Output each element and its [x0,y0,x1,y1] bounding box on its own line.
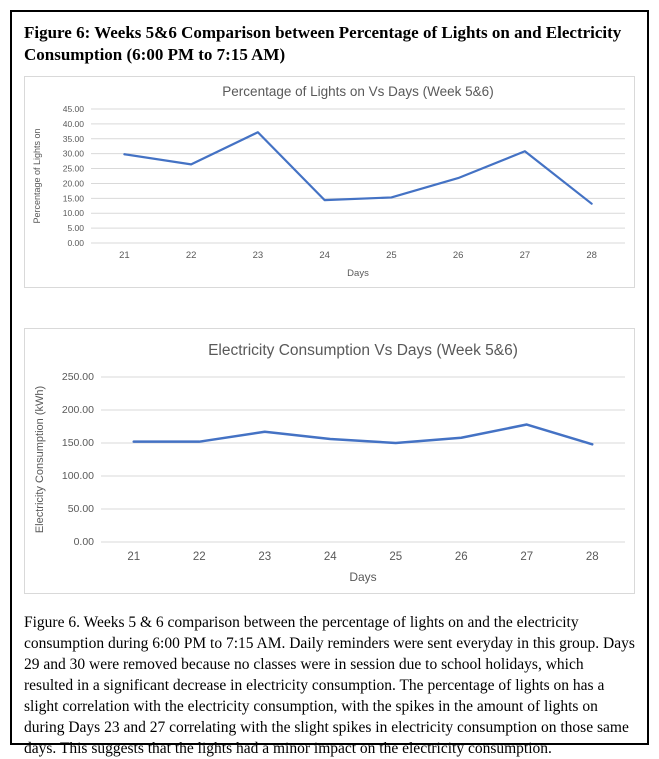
lights-chart-panel [24,76,635,288]
x-tick-label: 28 [586,250,597,261]
y-tick-label: 150.00 [61,437,94,449]
y-tick-label: 10.00 [62,208,84,219]
y-tick-label: 45.00 [62,104,84,114]
x-tick-label: 22 [185,250,197,261]
x-tick-label: 23 [252,250,264,261]
x-axis-title: Days [349,570,377,584]
y-tick-label: 30.00 [62,148,84,159]
y-tick-label: 250.00 [61,371,94,383]
y-tick-label: 25.00 [62,163,84,174]
y-axis-title: Electricity Consumption (kWh) [34,385,46,534]
y-tick-label: 50.00 [67,503,94,515]
x-tick-label: 24 [323,551,337,563]
chart-title: Electricity Consumption Vs Days (Week 5&6) [208,342,518,359]
x-tick-label: 21 [127,551,141,563]
x-tick-label: 26 [452,250,464,261]
y-tick-label: 40.00 [62,118,84,129]
x-tick-label: 21 [119,250,130,261]
y-tick-label: 100.00 [61,470,94,482]
figure-container [10,10,649,757]
y-tick-label: 5.00 [67,223,84,234]
y-tick-label: 0.00 [73,536,94,548]
x-tick-label: 27 [520,551,534,563]
x-tick-label: 28 [585,551,599,563]
y-tick-label: 35.00 [62,133,84,144]
x-tick-label: 24 [319,250,330,261]
series-line [134,425,593,445]
x-tick-label: 27 [519,250,531,261]
x-axis-tick-labels [127,551,598,563]
series-line [124,132,591,203]
gridlines [101,377,625,542]
y-tick-label: 15.00 [62,193,84,204]
y-tick-label: 200.00 [61,404,94,416]
figure-title: Figure 6: Weeks 5&6 Comparison between Percentage of Lights on and Electricity Consumption (6:00 PM to 7:15 AM) [24,23,622,64]
y-axis-tick-labels [62,371,94,548]
y-axis-tick-labels [63,104,85,248]
x-axis-tick-labels [119,250,597,261]
y-tick-label: 20.00 [62,178,84,189]
figure-caption: Figure 6. Weeks 5 & 6 comparison between the percentage of lights on and the electricity consumption during 6:00 PM to 7:15 AM. Daily reminders were sent everyday in this group. Days 29 and 30 were removed because no classes were in session due to school holidays, which resulted in a significant decrease in electricity consumption. The percentage of lights on has a slight correlation with the electricity consumption, with the spikes in the amount of lights on during Days 23 and 27 correlating with the slight spikes in electricity consumption on those same days. This suggests that the lights had a minor impact on the electricity consumption. [24,614,635,757]
chart-title: Percentage of Lights on Vs Days (Week 5&6) [222,84,494,99]
x-axis-title: Days [347,268,369,279]
y-tick-label: 0.00 [67,238,84,248]
x-tick-label: 23 [258,551,272,563]
x-tick-label: 26 [454,551,468,563]
lights-on-line-chart [25,79,635,285]
gridlines [91,109,625,243]
x-tick-label: 25 [386,250,397,261]
electricity-chart-panel [24,328,635,594]
x-tick-label: 22 [192,551,206,563]
y-axis-title: Percentage of Lights on [32,128,42,224]
x-tick-label: 25 [389,551,403,563]
electricity-consumption-line-chart [25,331,635,591]
